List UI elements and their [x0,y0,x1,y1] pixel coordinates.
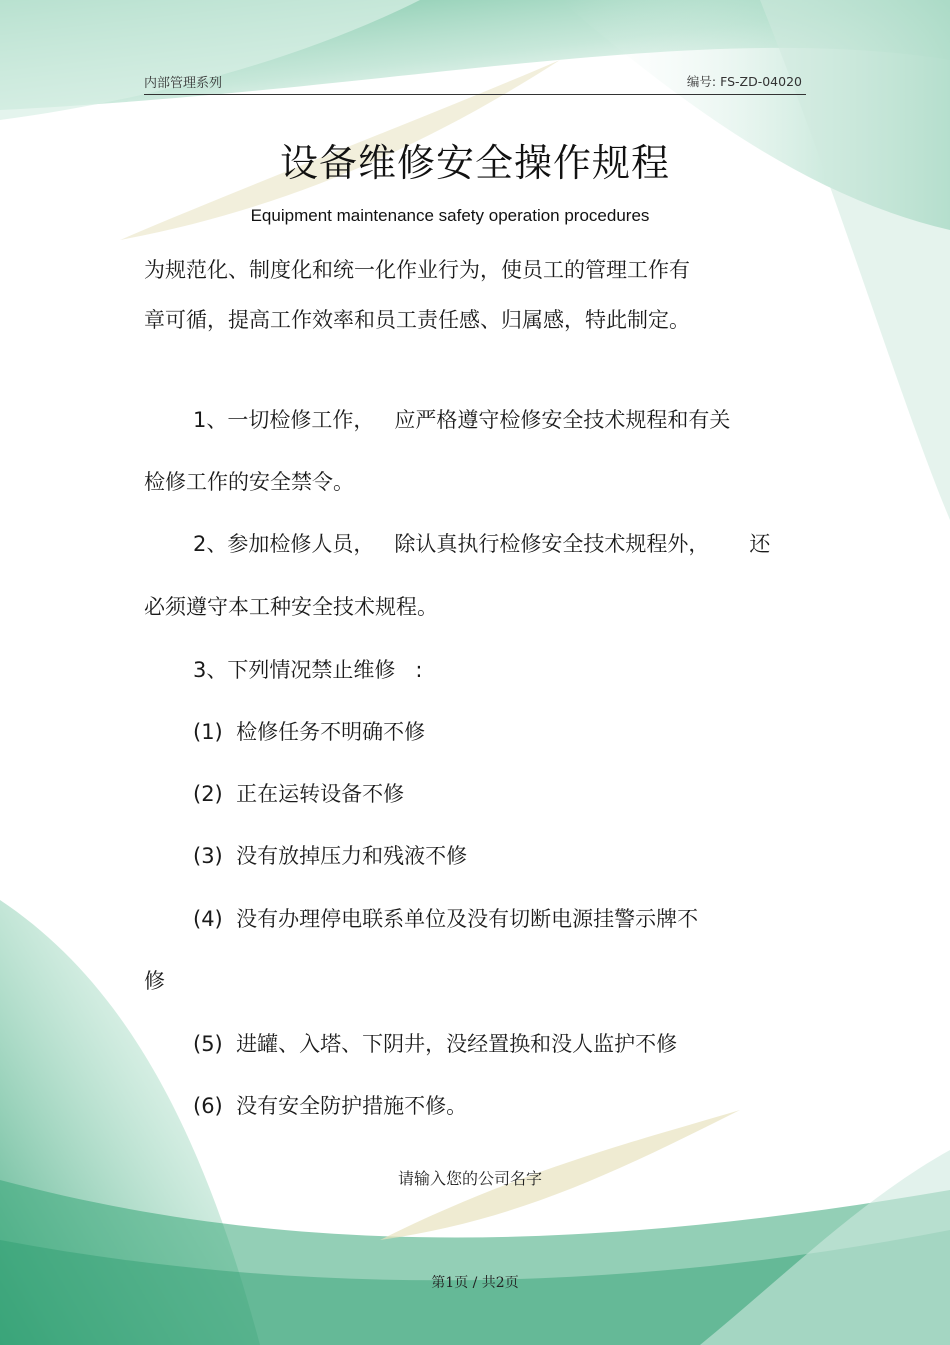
clause-1-line: 1、一切检修工作， 应严格遵守检修安全技术规程和有关 [193,408,731,432]
intro-line: 章可循，提高工作效率和员工责任感、归属感，特此制定。 [144,308,690,332]
page-indicator: 第1页 / 共2页 [431,1275,519,1291]
list-item: (5) 进罐、入塔、下阴井，没经置换和没人监护不修 [193,1032,678,1056]
clause-2-line: 2、参加检修人员， 除认真执行检修安全技术规程外， 还 [193,532,771,556]
document-subtitle: Equipment maintenance safety operation procedures [250,206,650,225]
header-series-label: 内部管理系列 [144,76,223,91]
header-document-number: 编号: FS-ZD-04020 [686,74,802,89]
company-name-placeholder: 请输入您的公司名字 [397,1169,542,1188]
list-item: (1) 检修任务不明确不修 [193,720,426,744]
list-item: (6) 没有安全防护措施不修。 [193,1094,468,1118]
list-item: (3) 没有放掉压力和残液不修 [193,844,468,868]
list-item: (4) 没有办理停电联系单位及没有切断电源挂警示牌不 [193,907,699,931]
clause-3-heading: 3、下列情况禁止维修 : [193,658,423,682]
list-item: (2) 正在运转设备不修 [193,782,405,806]
header-divider [144,94,806,95]
intro-line: 为规范化、制度化和统一化作业行为，使员工的管理工作有 [144,258,690,282]
clause-2-continuation: 必须遵守本工种安全技术规程。 [144,595,438,619]
list-item-continuation: 修 [144,969,165,993]
document-title: 设备维修安全操作规程 [279,141,670,185]
clause-1-continuation: 检修工作的安全禁令。 [144,470,354,494]
